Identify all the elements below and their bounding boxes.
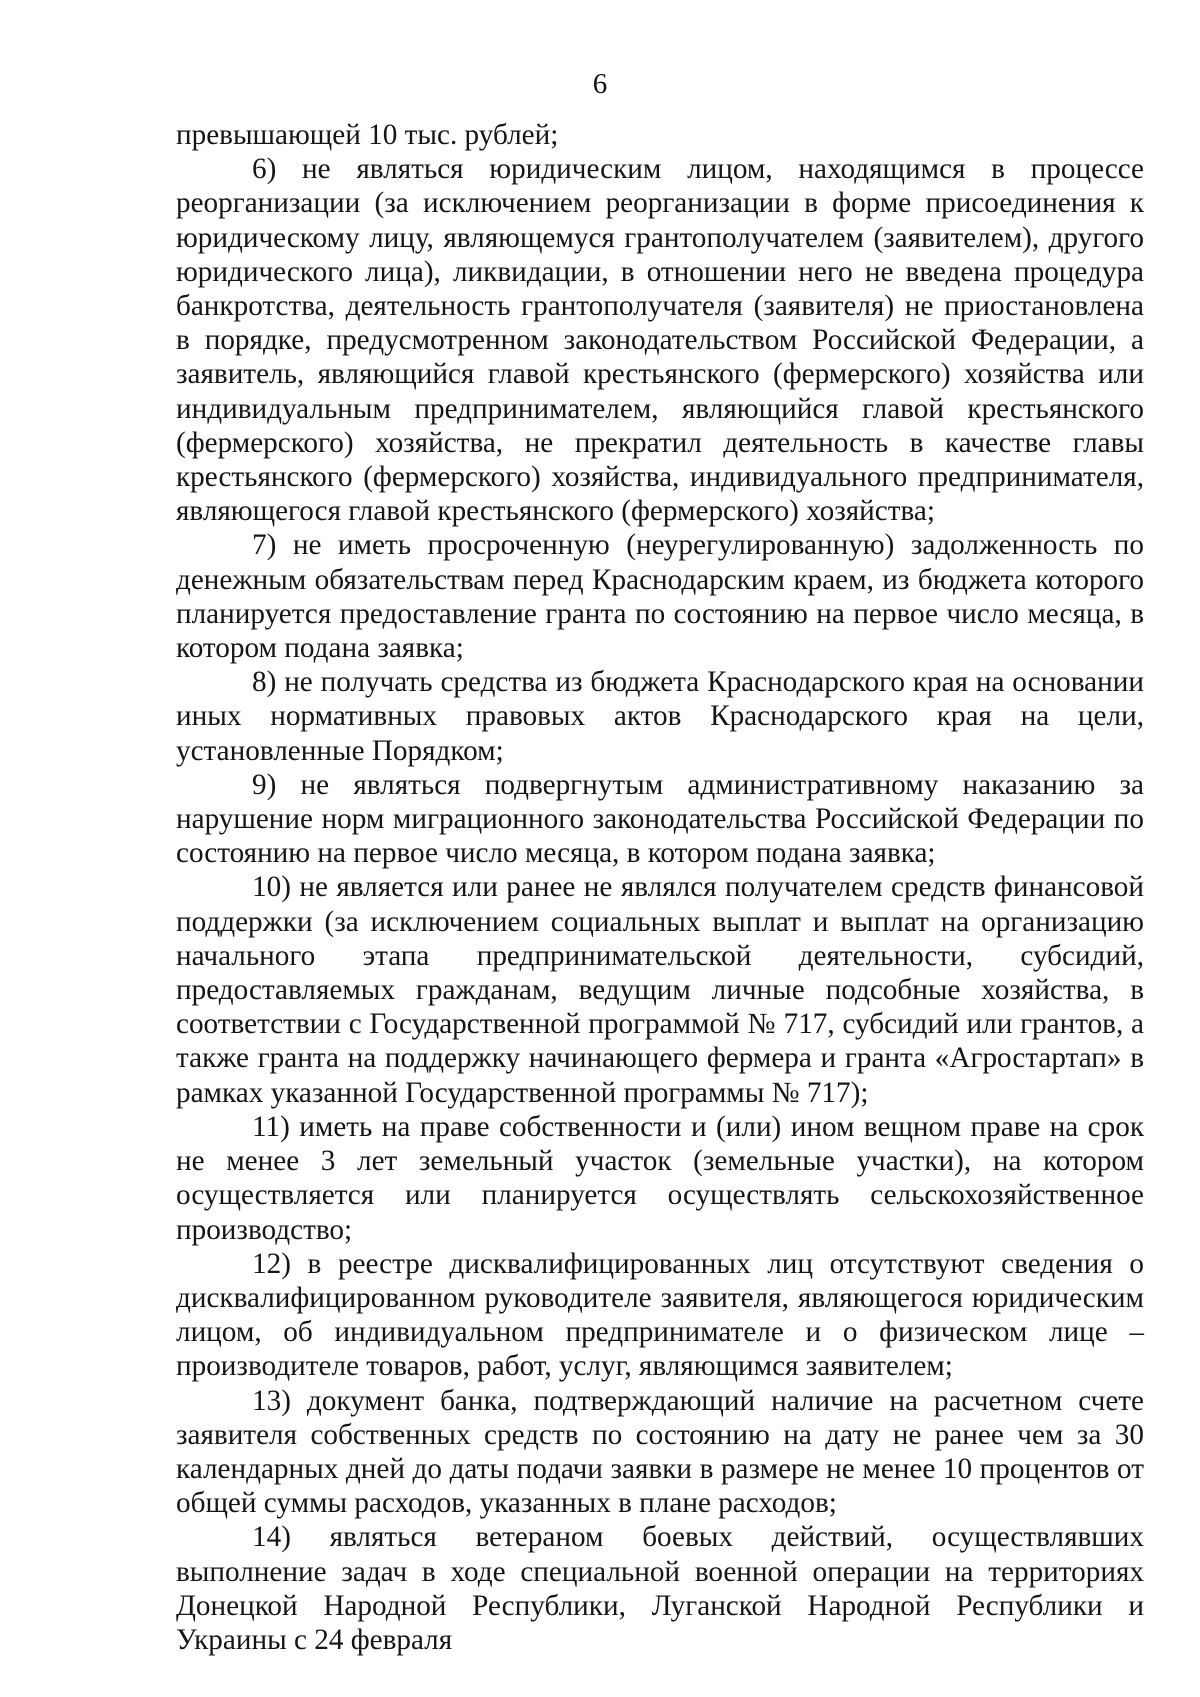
paragraph-item-12: 12) в реестре дисквалифицированных лиц отсутствуют сведения о дисквалифицированном руководителе заявителя, являющегося юридическим лицом, об индивидуальном предпринимателе и о физическом лице – производителе товаров, работ, услуг, являющимся заявителем; (176, 1247, 1144, 1383)
paragraph-item-14: 14) являться ветераном боевых действий, осуществлявших выполнение задач в ходе специальной военной операции на территориях Донецкой Народной Республики, Луганской Народной Республики и Украины с 24 февраля (176, 1521, 1144, 1656)
paragraph-item-6: 6) не являться юридическим лицом, находящимся в процессе реорганизации (за исключением реорганизации в форме присоединения к юридическому лицу, являющемуся грантополучателем (заявителем), другого юридического лица), ликвидации, в отношении него не введена процедура банкротства, деятельность грантополучателя (заявителя) не приостановлена в порядке, предусмотренном законодательством Российской Федерации, а заявитель, являющийся главой крестьянского (фермерского) хозяйства или индивидуальным предпринимателем, являющийся главой крестьянского (фермерского) хозяйства, не прекратил деятельность в качестве главы крестьянского (фермерского) хозяйства, индивидуального предпринимателя, являющегося главой крестьянского (фермерского) хозяйства; (176, 153, 1144, 528)
paragraph-item-7: 7) не иметь просроченную (неурегулированную) задолженность по денежным обязательствам перед Краснодарским краем, из бюджета которого планируется предоставление гранта по состоянию на первое число месяца, в котором подана заявка; (176, 529, 1144, 665)
paragraph-item-10: 10) не является или ранее не являлся получателем средств финансовой поддержки (за исключением социальных выплат и выплат на организацию начального этапа предпринимательской деятельности, субсидий, предоставляемых гражданам, ведущим личные подсобные хозяйства, в соответствии с Государственной программой № 717, субсидий или грантов, а также гранта на поддержку начинающего фермера и гранта «Агростартап» в рамках указанной Государственной программы № 717); (176, 871, 1144, 1109)
document-body (176, 118, 1144, 1657)
paragraph-item-9: 9) не являться подвергнутым административному наказанию за нарушение норм миграционного законодательства Российской Федерации по состоянию на первое число месяца, в котором подана заявка; (176, 768, 1144, 870)
paragraph-item-11: 11) иметь на праве собственности и (или) ином вещном праве на срок не менее 3 лет земельный участок (земельные участки), на котором осуществляется или планируется осуществлять сельскохозяйственное производство; (176, 1110, 1144, 1246)
paragraph-item-8: 8) не получать средства из бюджета Краснодарского края на основании иных нормативных правовых актов Краснодарского края на цели, установленные Порядком; (176, 666, 1144, 767)
paragraph-item-13: 13) документ банка, подтверждающий наличие на расчетном счете заявителя собственных средств по состоянию на дату не ранее чем за 30 календарных дней до даты подачи заявки в размере не менее 10 процентов от общей суммы расходов, указанных в плане расходов; (176, 1384, 1144, 1520)
page-number: 6 (592, 68, 608, 100)
paragraph-continuation: превышающей 10 тыс. рублей; (176, 119, 559, 151)
